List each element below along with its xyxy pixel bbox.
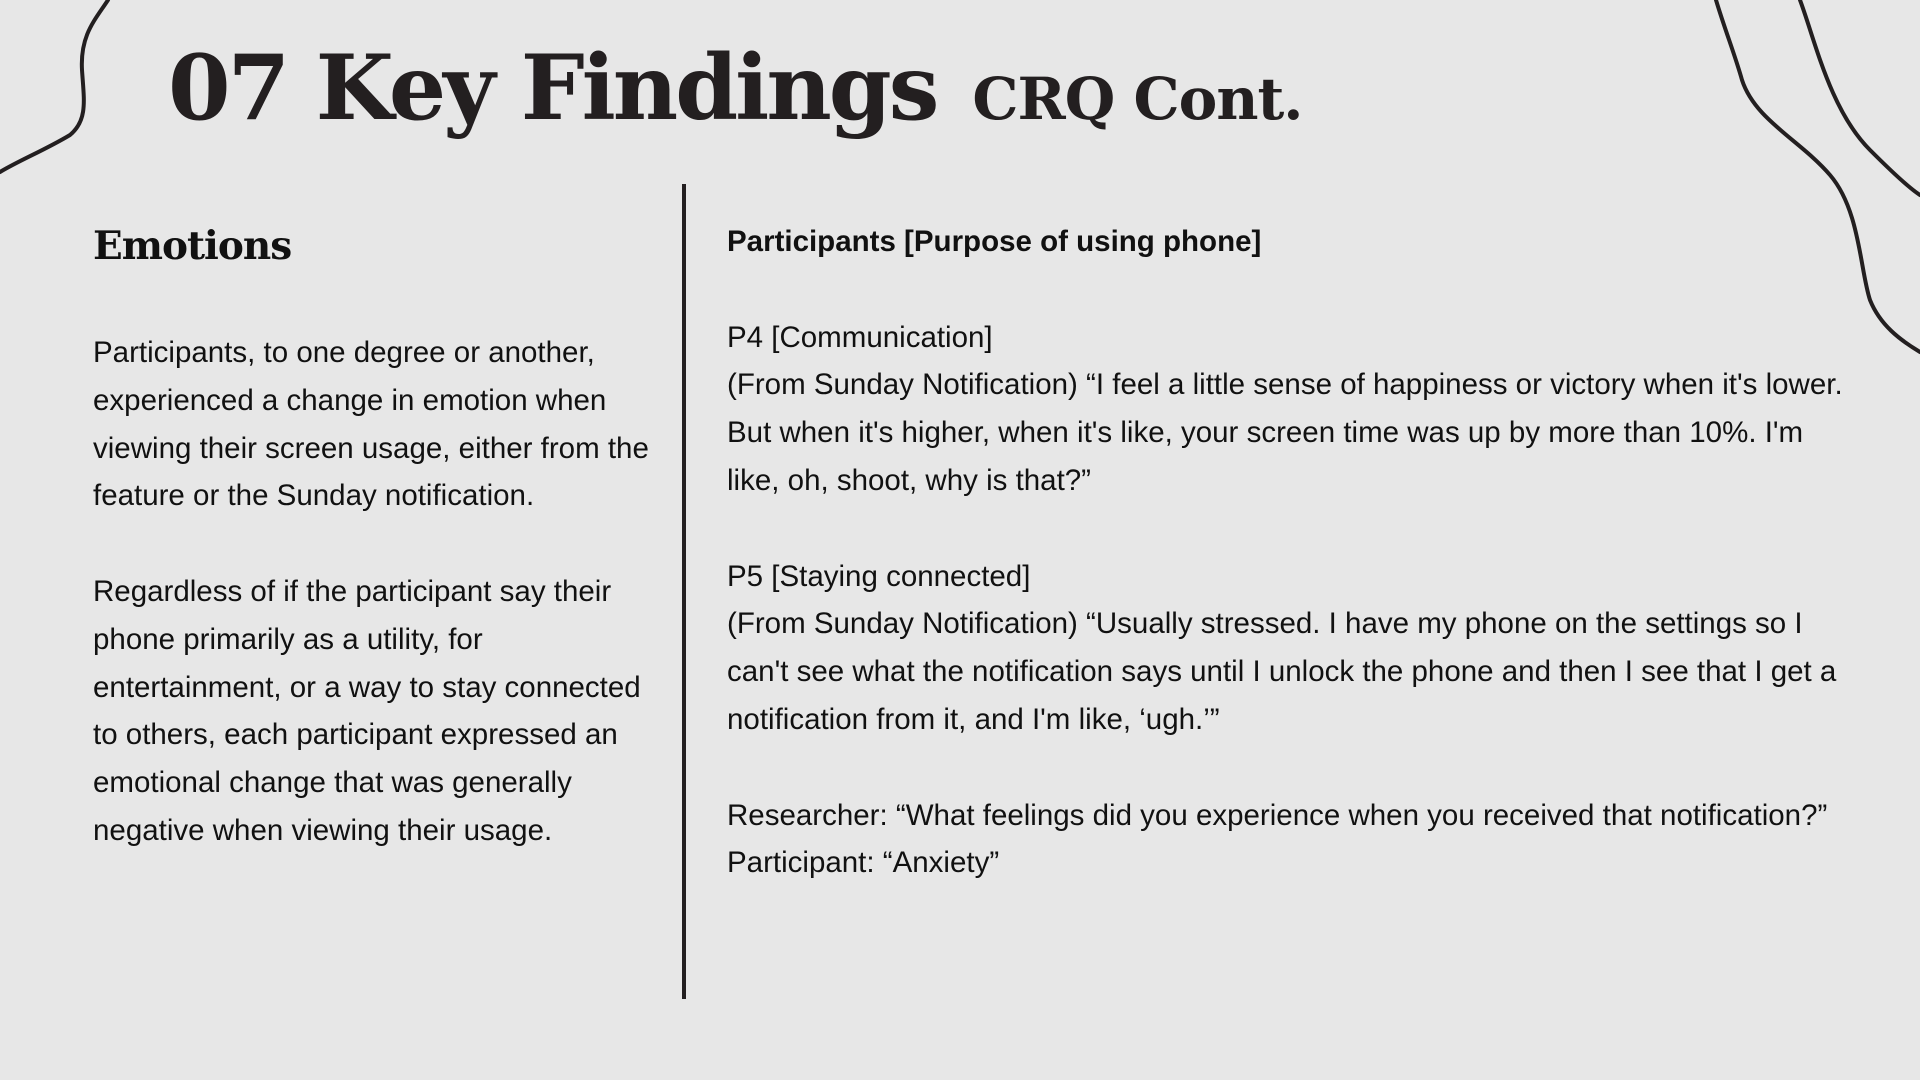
top-right-curve-outer bbox=[1800, 0, 1920, 195]
participants-heading: Participants [Purpose of using phone] bbox=[727, 225, 1262, 258]
left-column bbox=[93, 218, 663, 855]
p5-label: P5 [Staying connected] bbox=[727, 559, 1031, 593]
paragraph-spacer bbox=[727, 744, 1857, 792]
title-row bbox=[168, 28, 1302, 148]
p4-quote: (From Sunday Notification) “I feel a little sense of happiness or victory when it's lower. But when it's higher, when it's like, your screen time was up by more than 10%. I'm like, oh, shoot, why is that?” bbox=[727, 368, 1843, 497]
paragraph-spacer bbox=[93, 520, 663, 568]
right-column bbox=[727, 218, 1857, 887]
participant-answer: Participant: “Anxiety” bbox=[727, 846, 1000, 880]
page-title: 07 Key Findings bbox=[168, 35, 937, 141]
p5-quote: (From Sunday Notification) “Usually stressed. I have my phone on the settings so I can't see what the notification says until I unlock the phone and then I see that I get a notification from it, and I'm like, ‘ugh.’” bbox=[727, 607, 1837, 736]
top-left-curve bbox=[0, 0, 108, 172]
column-divider bbox=[682, 184, 686, 999]
emotions-paragraph-1: Participants, to one degree or another, experienced a change in emotion when viewing their screen usage, either from the feature or the Sunday notification. bbox=[93, 336, 649, 513]
emotions-heading: Emotions bbox=[93, 223, 292, 269]
emotions-paragraph-2: Regardless of if the participant say their phone primarily as a utility, for entertainment, or a way to stay connected to others, each participant expressed an emotional change that was generally negative when viewing their usage. bbox=[93, 574, 641, 847]
p4-label: P4 [Communication] bbox=[727, 320, 993, 354]
researcher-question: Researcher: “What feelings did you experience when you received that notification?” bbox=[727, 798, 1828, 832]
page-subtitle: CRQ Cont. bbox=[972, 65, 1303, 133]
paragraph-spacer bbox=[727, 505, 1857, 553]
paragraph-spacer bbox=[727, 266, 1857, 314]
